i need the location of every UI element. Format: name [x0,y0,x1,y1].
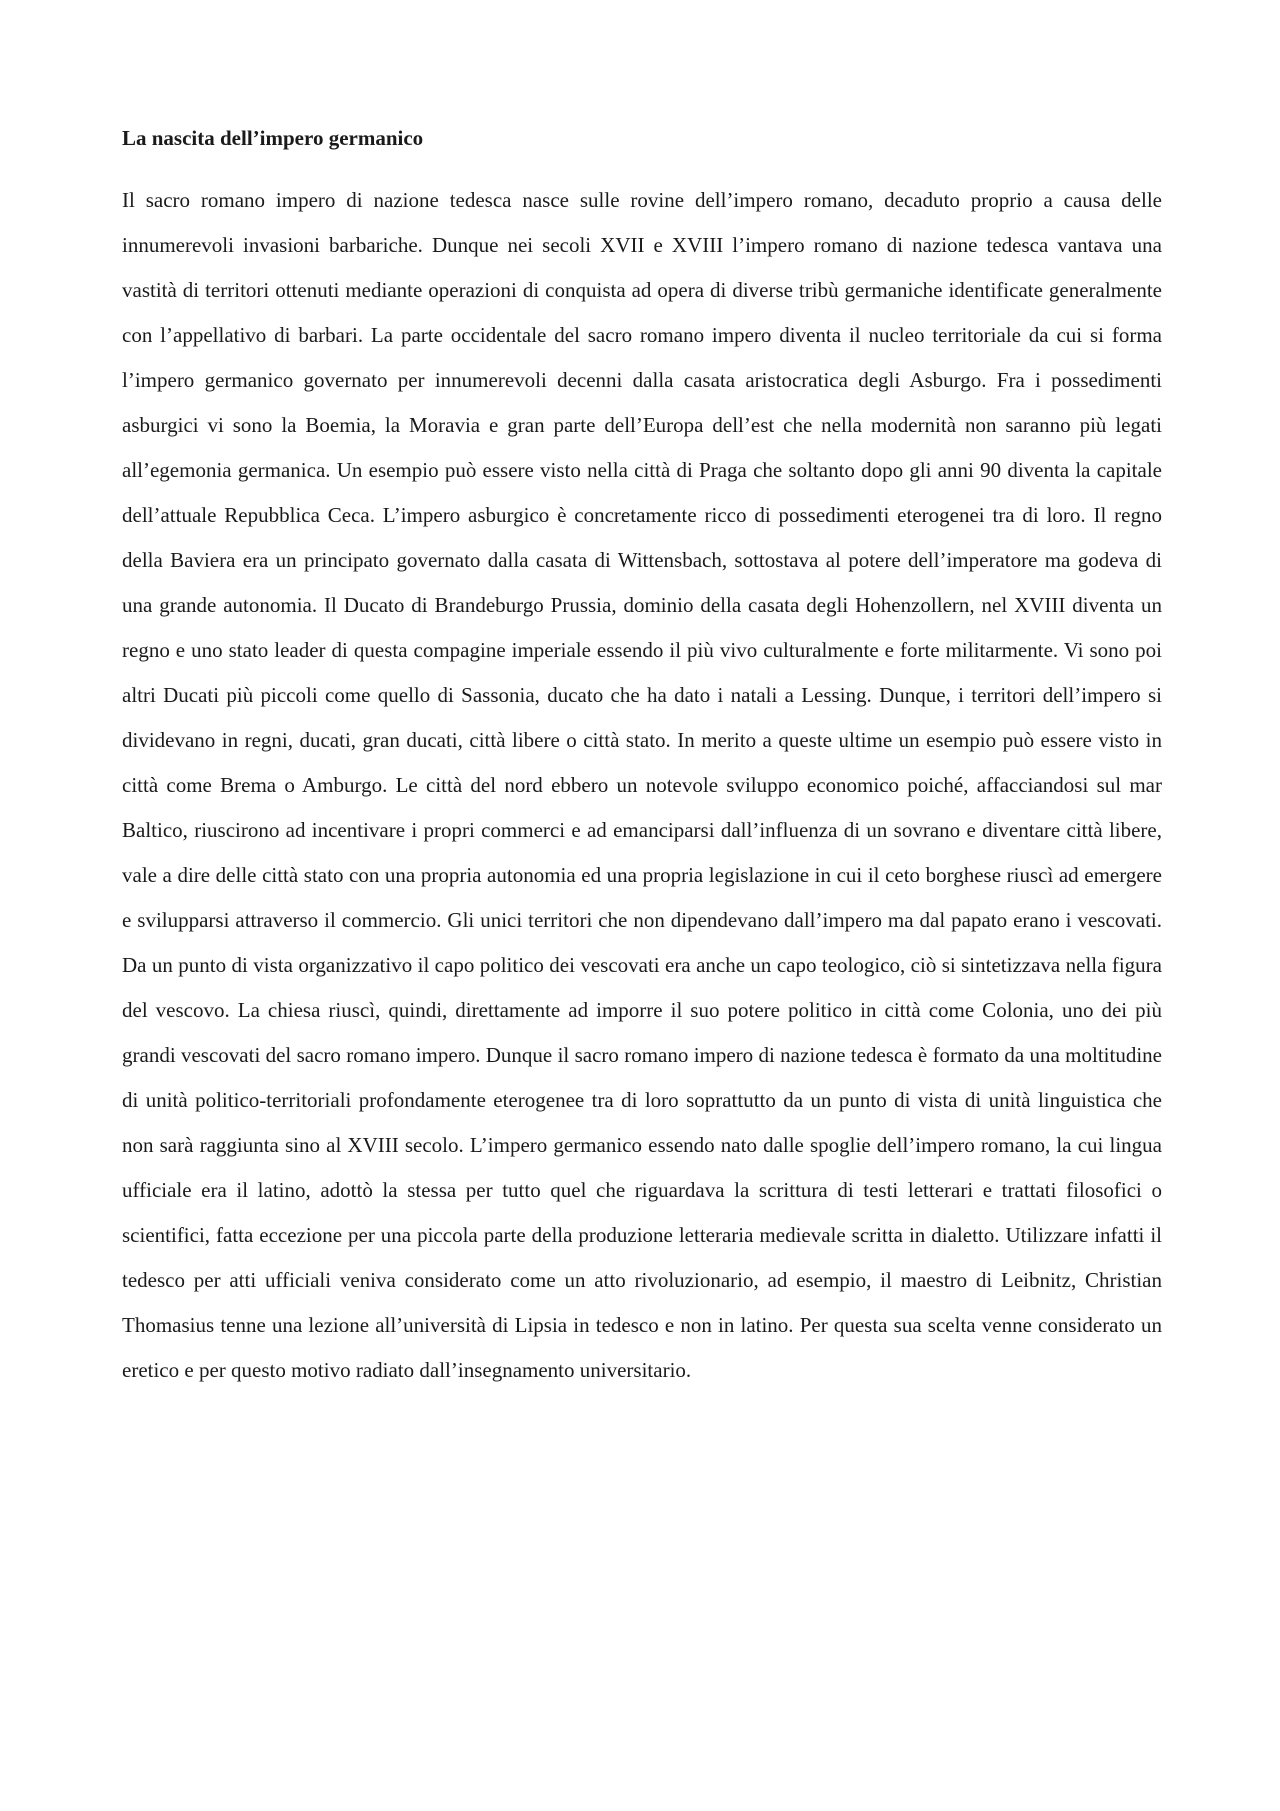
document-page [122,118,1162,1393]
document-title: La nascita dell’impero germanico [122,126,424,150]
body-paragraph: Il sacro romano impero di nazione tedesca nasce sulle rovine dell’impero romano, decaduto proprio a causa delle innumerevoli invasioni barbariche. Dunque nei secoli XVII e XVIII l’impero romano di nazione tedesca vantava una vastità di territori ottenuti mediante operazioni di conquista ad opera di diverse tribù germaniche identificate generalmente con l’appellativo di barbari. La parte occidentale del sacro romano impero diventa il nucleo territoriale da cui si forma l’impero germanico governato per innumerevoli decenni dalla casata aristocratica degli Asburgo. Fra i possedimenti asburgici vi sono la Boemia, la Moravia e gran parte dell’Europa dell’est che nella modernità non saranno più legati all’egemonia germanica. Un esempio può essere visto nella città di Praga che soltanto dopo gli anni 90 diventa la capitale dell’attuale Repubblica Ceca. L’impero asburgico è concretamente ricco di possedimenti eterogenei tra di loro. Il regno della Baviera era un principato governato dalla casata di Wittensbach, sottostava al potere dell’imperatore ma godeva di una grande autonomia. Il Ducato di Brandeburgo Prussia, dominio della casata degli Hohenzollern, nel XVIII diventa un regno e uno stato leader di questa compagine imperiale essendo il più vivo culturalmente e forte militarmente. Vi sono poi altri Ducati più piccoli come quello di Sassonia, ducato che ha dato i natali a Lessing. Dunque, i territori dell’impero si dividevano in regni, ducati, gran ducati, città libere o città stato. In merito a queste ultime un esempio può essere visto in città come Brema o Amburgo. Le città del nord ebbero un notevole sviluppo economico poiché, affacciandosi sul mar Baltico, riuscirono ad incentivare i propri commerci e ad emanciparsi dall’influenza di un sovrano e diventare città libere, vale a dire delle città stato con una propria autonomia ed una propria legislazione in cui il ceto borghese riuscì ad emergere e svilupparsi attraverso il commercio. Gli unici territori che non dipendevano dall’impero ma dal papato erano i vescovati. Da un punto di vista organizzativo il capo politico dei vescovati era anche un capo teologico, ciò si sintetizzava nella figura del vescovo. La chiesa riuscì, quindi, direttamente ad imporre il suo potere politico in città come Colonia, uno dei più grandi vescovati del sacro romano impero. Dunque il sacro romano impero di nazione tedesca è formato da una moltitudine di unità politico-territoriali profondamente eterogenee tra di loro soprattutto da un punto di vista di unità linguistica che non sarà raggiunta sino al XVIII secolo. L’impero germanico essendo nato dalle spoglie dell’impero romano, la cui lingua ufficiale era il latino, adottò la stessa per tutto quel che riguardava la scrittura di testi letterari e trattati filosofici o scientifici, fatta eccezione per una piccola parte della produzione letteraria medievale scritta in dialetto. Utilizzare infatti il tedesco per atti ufficiali veniva considerato come un atto rivoluzionario, ad esempio, il maestro di Leibnitz, Christian Thomasius tenne una lezione all’università di Lipsia in tedesco e non in latino. Per questa sua scelta venne considerato un eretico e per questo motivo radiato dall’insegnamento universitario. [122,188,1162,1382]
